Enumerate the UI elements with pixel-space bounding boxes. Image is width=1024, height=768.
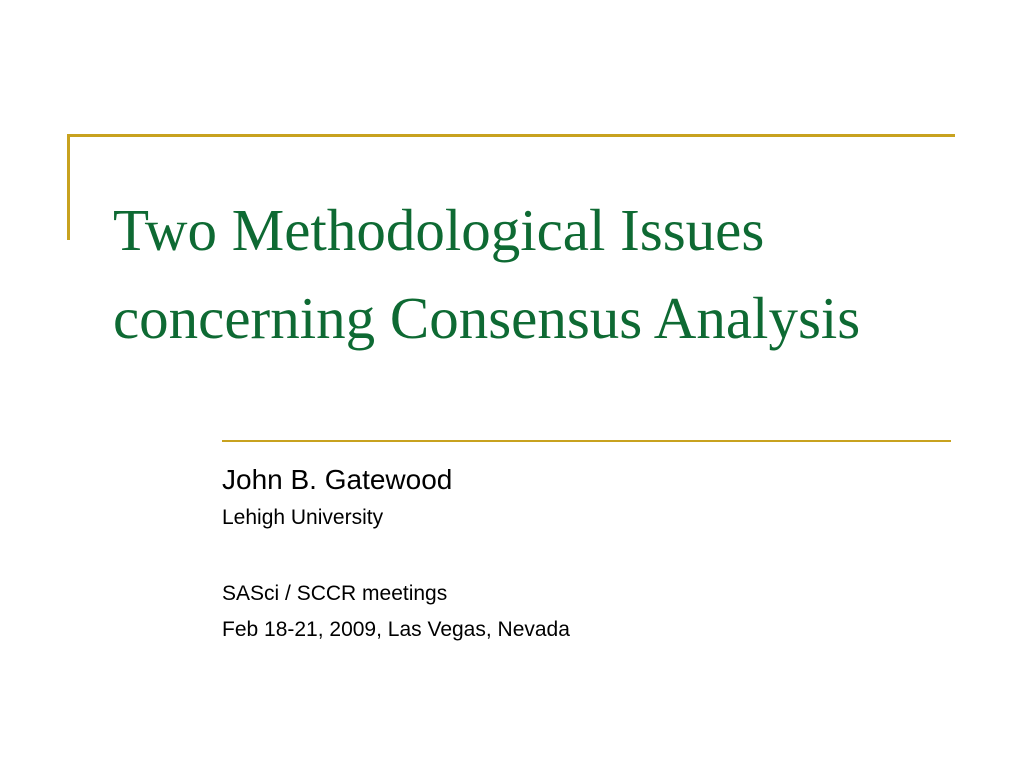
subtitle-rule [222,440,951,442]
slide-title-line-2: concerning Consensus Analysis [113,285,861,351]
subtitle-block [222,460,942,648]
event-name: SASci / SCCR meetings [222,582,448,605]
date-location: Feb 18-21, 2009, Las Vegas, Nevada [222,618,570,641]
title-frame-top-rule [67,134,955,137]
slide-title [113,186,993,362]
affiliation: Lehigh University [222,506,384,529]
title-frame-left-rule [67,134,70,240]
author-name: John B. Gatewood [222,464,453,495]
slide-title-line-1: Two Methodological Issues [113,197,765,263]
spacer [222,536,942,576]
